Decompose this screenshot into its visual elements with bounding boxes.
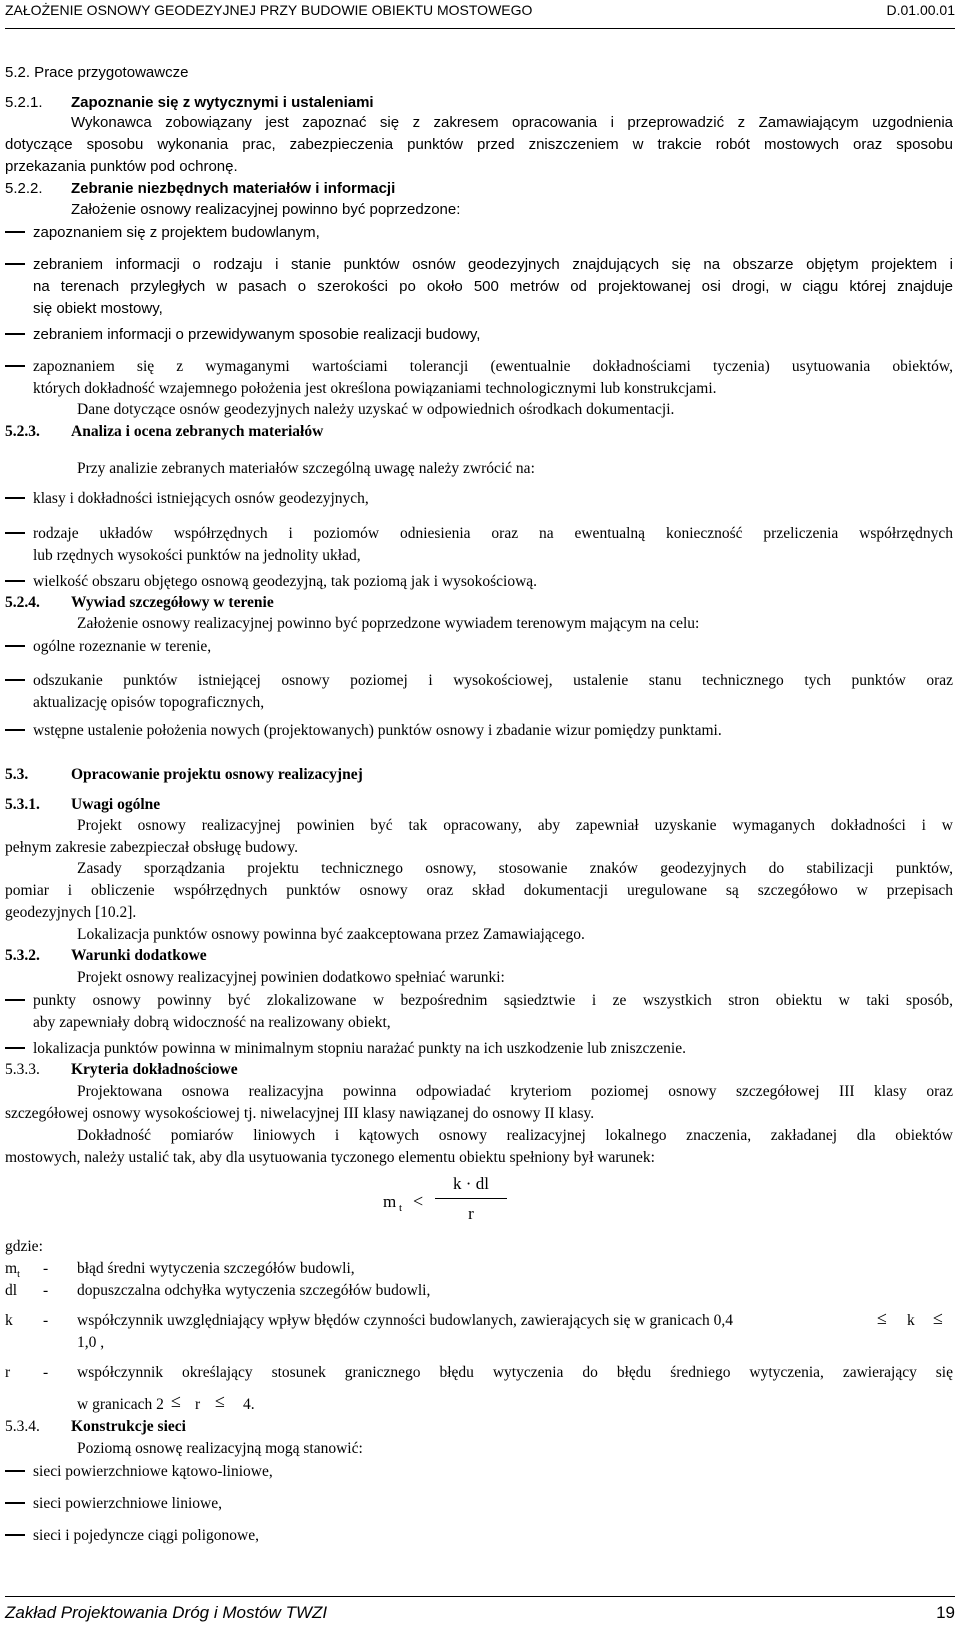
section-title: Opracowanie projektu osnowy realizacyjnej xyxy=(71,766,363,783)
where-label: gdzie: xyxy=(5,1238,43,1255)
section-number: 5.3. xyxy=(5,766,29,783)
paragraph-line: Poziomą osnowę realizacyjną mogą stanowić: xyxy=(77,1440,363,1457)
list-item-cont: aby zapewniały dobrą widoczność na realizowany obiekt, xyxy=(33,1014,391,1031)
le-sign: ≤ xyxy=(171,1391,181,1411)
paragraph-line: pełnym zakresie zabezpieczał obsługę budowy. xyxy=(5,839,298,856)
le-sign: ≤ xyxy=(215,1391,225,1411)
section-5-2-1-heading xyxy=(5,94,374,112)
section-number: 5.3.2. xyxy=(5,947,40,964)
section-title: Wywiad szczegółowy w terenie xyxy=(71,594,274,611)
footer-organization: Zakład Projektowania Dróg i Mostów TWZI xyxy=(5,1603,328,1622)
def-symbol: dl xyxy=(5,1282,18,1299)
list-bullet xyxy=(5,497,25,499)
list-item: zapoznaniem się z projektem budowlanym, xyxy=(33,224,320,241)
formula-m: m xyxy=(383,1192,397,1211)
section-title: Konstrukcje sieci xyxy=(71,1418,186,1435)
paragraph-line: Dokładność pomiarów liniowych i kątowych osnowy realizacyjnej lokalnego znaczenia, zakładanej dla obiektów xyxy=(77,1127,953,1144)
def-dash: - xyxy=(43,1282,49,1299)
def-symbol: k xyxy=(5,1312,13,1329)
section-5-3-2-heading xyxy=(5,947,207,965)
section-5-2-heading: 5.2. Prace przygotowawcze xyxy=(5,64,189,81)
section-number: 5.3.3. xyxy=(5,1061,40,1078)
list-bullet xyxy=(5,729,25,731)
formula-numerator: k · dl xyxy=(453,1174,489,1193)
list-item: ogólne rozeznanie w terenie, xyxy=(33,638,212,655)
def-text-cont: 1,0 , xyxy=(77,1334,105,1351)
paragraph-line: Zasady sporządzania projektu technicznego osnowy, stosowanie znaków geodezyjnych do stabilizacji punktów, xyxy=(77,860,953,877)
formula-less-than: < xyxy=(413,1191,424,1211)
section-number: 5.2.3. xyxy=(5,423,40,440)
le-sign: ≤ xyxy=(877,1308,887,1328)
def-dash: - xyxy=(43,1260,49,1277)
paragraph-line: Przy analizie zebranych materiałów szczególną uwagę należy zwrócić na: xyxy=(77,460,535,477)
def-text: współczynnik uwzględniający wpływ błędów czynności budowlanych, zawierających się w granicach 0,4 xyxy=(77,1312,733,1329)
accuracy-formula xyxy=(383,1174,523,1234)
def-text: współczynnik określający stosunek granicznego błędu wytyczenia do błędu średniego wytyczenia, zawierający się xyxy=(77,1364,953,1381)
paragraph-line: Projekt osnowy realizacyjnej powinien dodatkowo spełniać warunki: xyxy=(77,969,505,986)
def-text: błąd średni wytyczenia szczegółów budowli, xyxy=(77,1260,355,1277)
page-header xyxy=(5,2,955,29)
paragraph-line: Założenie osnowy realizacyjnej powinno być poprzedzone wywiadem terenowym mającym na celu: xyxy=(77,615,700,632)
section-title: Analiza i ocena zebranych materiałów xyxy=(71,423,324,440)
list-bullet xyxy=(5,999,25,1001)
r-symbol: r xyxy=(195,1396,201,1413)
list-bullet xyxy=(5,645,25,647)
symbol: m xyxy=(5,1260,18,1277)
section-5-3-4-heading xyxy=(5,1418,186,1436)
def-symbol: r xyxy=(5,1364,11,1381)
section-number: 5.2.2. xyxy=(5,180,43,197)
list-bullet xyxy=(5,263,25,265)
section-title: Kryteria dokładnościowe xyxy=(71,1061,238,1078)
paragraph-line: Projektowana osnowa realizacyjna powinna odpowiadać kryteriom poziomej osnowy szczegółowej III klasy oraz xyxy=(77,1083,953,1100)
def-text-cont: w granicach 2 xyxy=(77,1396,164,1413)
symbol-subscript: t xyxy=(17,1269,20,1281)
page-number: 19 xyxy=(936,1603,955,1622)
header-code: D.01.00.01 xyxy=(886,2,955,18)
paragraph-line: dotyczące sposobu wykonania prac, zabezpieczenia punktów przed zniszczeniem w trakcie robót mostowych oraz sposobu xyxy=(5,136,953,153)
list-item: zebraniem informacji o przewidywanym sposobie realizacji budowy, xyxy=(33,326,481,343)
paragraph-line: Wykonawca zobowiązany jest zapoznać się z zakresem opracowania i przeprowadzić z Zamawiającym uzgodnienia xyxy=(71,114,953,131)
list-item-cont: na terenach przyległych w pasach o szerokości po około 500 metrów od projektowanej osi drogi, w ciągu której znajduje xyxy=(33,278,953,295)
paragraph-line: Dane dotyczące osnów geodezyjnych należy uzyskać w odpowiednich ośrodkach dokumentacji. xyxy=(77,401,675,418)
section-title: Warunki dodatkowe xyxy=(71,947,207,964)
list-item-cont: się obiekt mostowy, xyxy=(33,300,163,317)
le-sign: ≤ xyxy=(933,1308,943,1328)
def-dash: - xyxy=(43,1364,49,1381)
list-bullet xyxy=(5,1047,25,1049)
list-item: lokalizacja punktów powinna w minimalnym stopniu narażać punkty na ich uszkodzenie lub zniszczenie. xyxy=(33,1040,686,1057)
list-item: zapoznaniem się z wymaganymi wartościami tolerancji (ewentualnie dokładnościami tyczenia) usytuowania obiektów, xyxy=(33,358,953,375)
def-dash: - xyxy=(43,1312,49,1329)
list-item: sieci i pojedyncze ciągi poligonowe, xyxy=(33,1527,259,1544)
paragraph-line: Projekt osnowy realizacyjnej powinien być tak opracowany, aby zapewniał uzyskanie wymaganych dokładności i w xyxy=(77,817,953,834)
def-text: dopuszczalna odchyłka wytyczenia szczegółów budowli, xyxy=(77,1282,431,1299)
list-item: rodzaje układów współrzędnych i poziomów odniesienia oraz na ewentualną konieczność przeliczenia współrzędnych xyxy=(33,525,953,542)
list-bullet xyxy=(5,532,25,534)
list-bullet xyxy=(5,365,25,367)
list-bullet xyxy=(5,1470,25,1472)
section-number: 5.2.4. xyxy=(5,594,40,611)
list-bullet xyxy=(5,231,25,233)
list-bullet xyxy=(5,1534,25,1536)
paragraph-line: Założenie osnowy realizacyjnej powinno być poprzedzone: xyxy=(71,201,461,218)
page-footer xyxy=(5,1596,955,1623)
list-item: sieci powierzchniowe kątowo-liniowe, xyxy=(33,1463,273,1480)
paragraph-line: szczegółowej osnowy wysokościowej tj. niwelacyjnej III klasy nawiązanej do osnowy II klasy. xyxy=(5,1105,595,1122)
def-symbol xyxy=(5,1260,20,1284)
list-bullet xyxy=(5,580,25,582)
paragraph-line: Lokalizacja punktów osnowy powinna być zaakceptowana przez Zamawiającego. xyxy=(77,926,585,943)
section-5-3-3-heading xyxy=(5,1061,238,1079)
section-number: 5.3.1. xyxy=(5,796,40,813)
formula-denominator: r xyxy=(468,1204,474,1223)
paragraph-line: mostowych, należy ustalić tak, aby dla usytuowania tyczonego elementu obiektu spełniony był warunek: xyxy=(5,1149,655,1166)
list-item: wielkość obszaru objętego osnową geodezyjną, tak poziomą jak i wysokościową. xyxy=(33,573,538,590)
section-title: Zapoznanie się z wytycznymi i ustaleniami xyxy=(71,94,374,111)
list-item: sieci powierzchniowe liniowe, xyxy=(33,1495,222,1512)
list-item-cont: których dokładność wzajemnego położenia jest określona powiązaniami technologicznymi lub konstrukcjami. xyxy=(33,380,717,397)
list-item-cont: aktualizację opisów topograficznych, xyxy=(33,694,265,711)
list-item-cont: lub rzędnych wysokości punktów na jednolity układ, xyxy=(33,547,361,564)
section-title: Zebranie niezbędnych materiałów i informacji xyxy=(71,180,396,197)
list-bullet xyxy=(5,333,25,335)
list-bullet xyxy=(5,1502,25,1504)
section-title: Uwagi ogólne xyxy=(71,796,161,813)
header-title: ZAŁOŻENIE OSNOWY GEODEZYJNEJ PRZY BUDOWIE OBIEKTU MOSTOWEGO xyxy=(5,2,533,18)
section-5-3-1-heading xyxy=(5,796,160,814)
list-item: wstępne ustalenie położenia nowych (projektowanych) punktów osnowy i zbadanie wizur pomiędzy punktami. xyxy=(33,722,722,739)
list-item: klasy i dokładności istniejących osnów geodezyjnych, xyxy=(33,490,369,507)
formula-subscript: t xyxy=(399,1202,403,1214)
list-item: odszukanie punktów istniejącej osnowy poziomej i wysokościowej, ustalenie stanu technicznego tych punktów oraz xyxy=(33,672,953,689)
section-number: 5.2.1. xyxy=(5,94,43,111)
r-upper-bound: 4. xyxy=(243,1396,255,1413)
k-symbol: k xyxy=(907,1312,915,1329)
list-item: zebraniem informacji o rodzaju i stanie punktów osnów geodezyjnych znajdujących się na obszarze objętym projektem i xyxy=(33,256,953,273)
list-bullet xyxy=(5,679,25,681)
paragraph-line: pomiar i obliczenie współrzędnych punktów osnowy oraz skład dokumentacji uregulowane są szczegółowo w przepisach xyxy=(5,882,953,899)
section-5-2-2-heading xyxy=(5,180,395,198)
list-item: punkty osnowy powinny być zlokalizowane w bezpośrednim sąsiedztwie i ze wszystkich stron obiektu w taki sposób, xyxy=(33,992,953,1009)
paragraph-line: przekazania punktów pod ochronę. xyxy=(5,158,238,175)
section-5-3-heading xyxy=(5,766,363,784)
section-5-2-4-heading xyxy=(5,594,274,612)
fraction-bar xyxy=(435,1198,507,1199)
section-number: 5.3.4. xyxy=(5,1418,40,1435)
section-5-2-3-heading xyxy=(5,423,323,441)
paragraph-line: geodezyjnych [10.2]. xyxy=(5,904,137,921)
